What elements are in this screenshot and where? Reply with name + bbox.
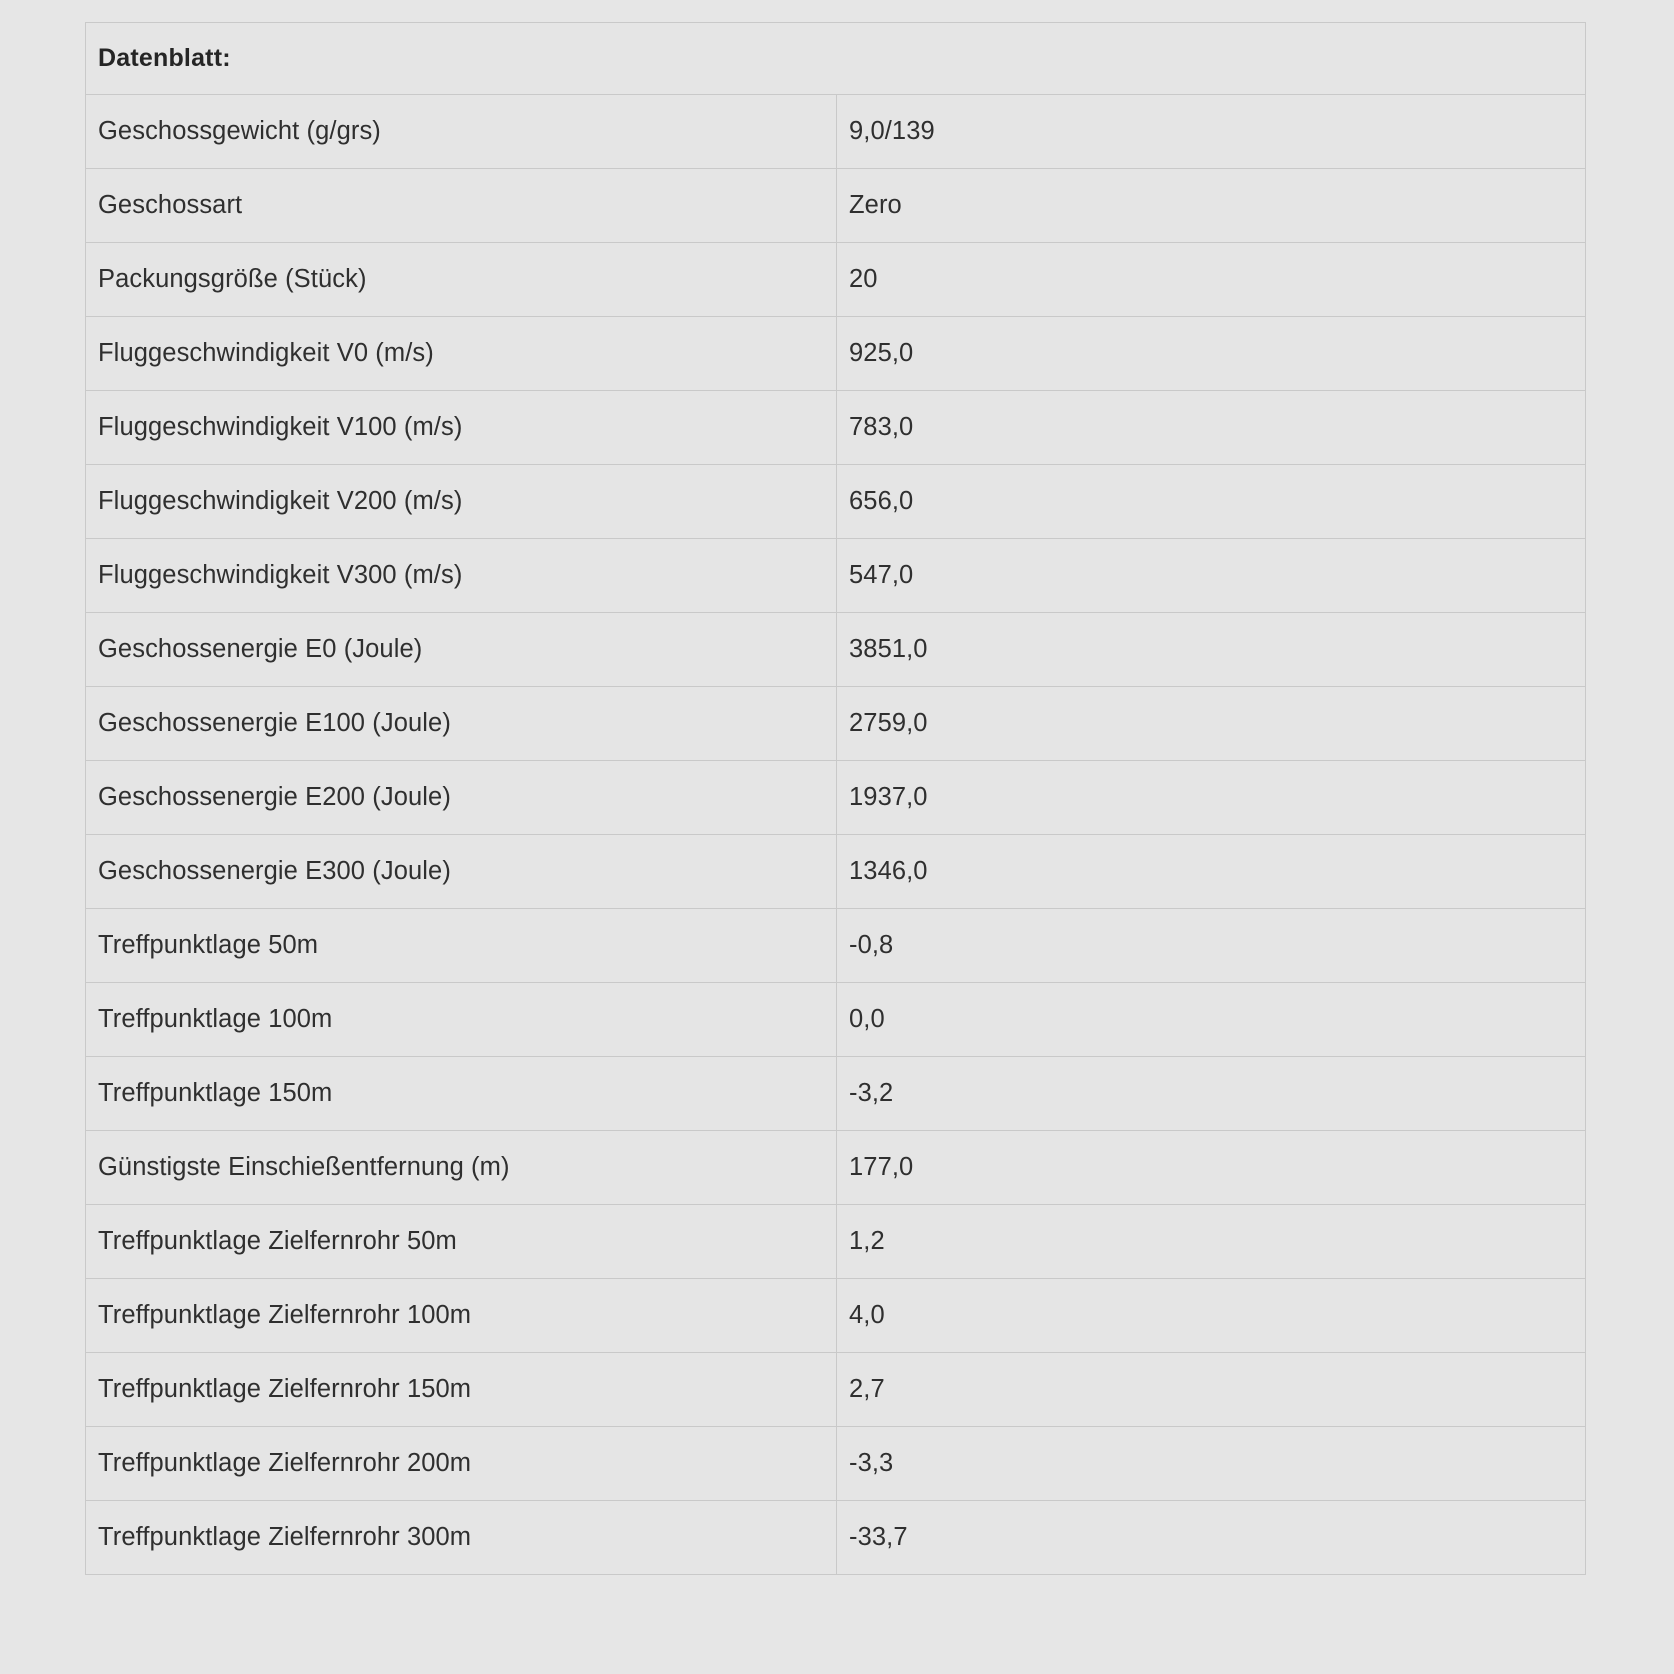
row-value: -0,8 [837,909,1586,983]
row-value: -33,7 [837,1501,1586,1575]
table-row [86,687,1586,761]
table-row [86,391,1586,465]
table-row [86,465,1586,539]
row-value: -3,2 [837,1057,1586,1131]
row-label: Treffpunktlage 100m [86,983,837,1057]
row-label: Packungsgröße (Stück) [86,243,837,317]
table-row [86,761,1586,835]
row-value: 1,2 [837,1205,1586,1279]
table-row [86,1427,1586,1501]
table-row [86,835,1586,909]
row-label: Geschossenergie E100 (Joule) [86,687,837,761]
row-value: Zero [837,169,1586,243]
row-value: 20 [837,243,1586,317]
row-label: Treffpunktlage Zielfernrohr 200m [86,1427,837,1501]
row-value: 1937,0 [837,761,1586,835]
table-row [86,613,1586,687]
row-label: Fluggeschwindigkeit V200 (m/s) [86,465,837,539]
row-label: Geschossenergie E0 (Joule) [86,613,837,687]
table-row [86,1131,1586,1205]
row-value: 2759,0 [837,687,1586,761]
row-value: 9,0/139 [837,95,1586,169]
table-header-row [86,23,1586,95]
row-label: Geschossenergie E200 (Joule) [86,761,837,835]
table-row [86,1353,1586,1427]
row-value: 177,0 [837,1131,1586,1205]
table-row [86,983,1586,1057]
row-value: 1346,0 [837,835,1586,909]
table-row [86,317,1586,391]
row-label: Geschossart [86,169,837,243]
datasheet-table-body [86,95,1586,1575]
row-value: 3851,0 [837,613,1586,687]
row-label: Treffpunktlage Zielfernrohr 150m [86,1353,837,1427]
table-row [86,1205,1586,1279]
table-row [86,95,1586,169]
datasheet-table [85,22,1586,1575]
row-label: Geschossgewicht (g/grs) [86,95,837,169]
row-value: 0,0 [837,983,1586,1057]
row-label: Fluggeschwindigkeit V300 (m/s) [86,539,837,613]
row-value: 2,7 [837,1353,1586,1427]
row-label: Treffpunktlage 150m [86,1057,837,1131]
row-value: 925,0 [837,317,1586,391]
row-label: Geschossenergie E300 (Joule) [86,835,837,909]
row-value: -3,3 [837,1427,1586,1501]
row-label: Treffpunktlage 50m [86,909,837,983]
row-value: 783,0 [837,391,1586,465]
datasheet-title: Datenblatt: [86,23,1586,95]
table-row [86,1057,1586,1131]
row-value: 547,0 [837,539,1586,613]
table-row [86,1501,1586,1575]
table-row [86,243,1586,317]
row-label: Treffpunktlage Zielfernrohr 100m [86,1279,837,1353]
row-label: Fluggeschwindigkeit V0 (m/s) [86,317,837,391]
row-label: Treffpunktlage Zielfernrohr 300m [86,1501,837,1575]
row-label: Treffpunktlage Zielfernrohr 50m [86,1205,837,1279]
table-row [86,1279,1586,1353]
table-row [86,169,1586,243]
row-label: Fluggeschwindigkeit V100 (m/s) [86,391,837,465]
datasheet-table-head [86,23,1586,95]
table-row [86,539,1586,613]
row-value: 656,0 [837,465,1586,539]
row-value: 4,0 [837,1279,1586,1353]
table-row [86,909,1586,983]
row-label: Günstigste Einschießentfernung (m) [86,1131,837,1205]
